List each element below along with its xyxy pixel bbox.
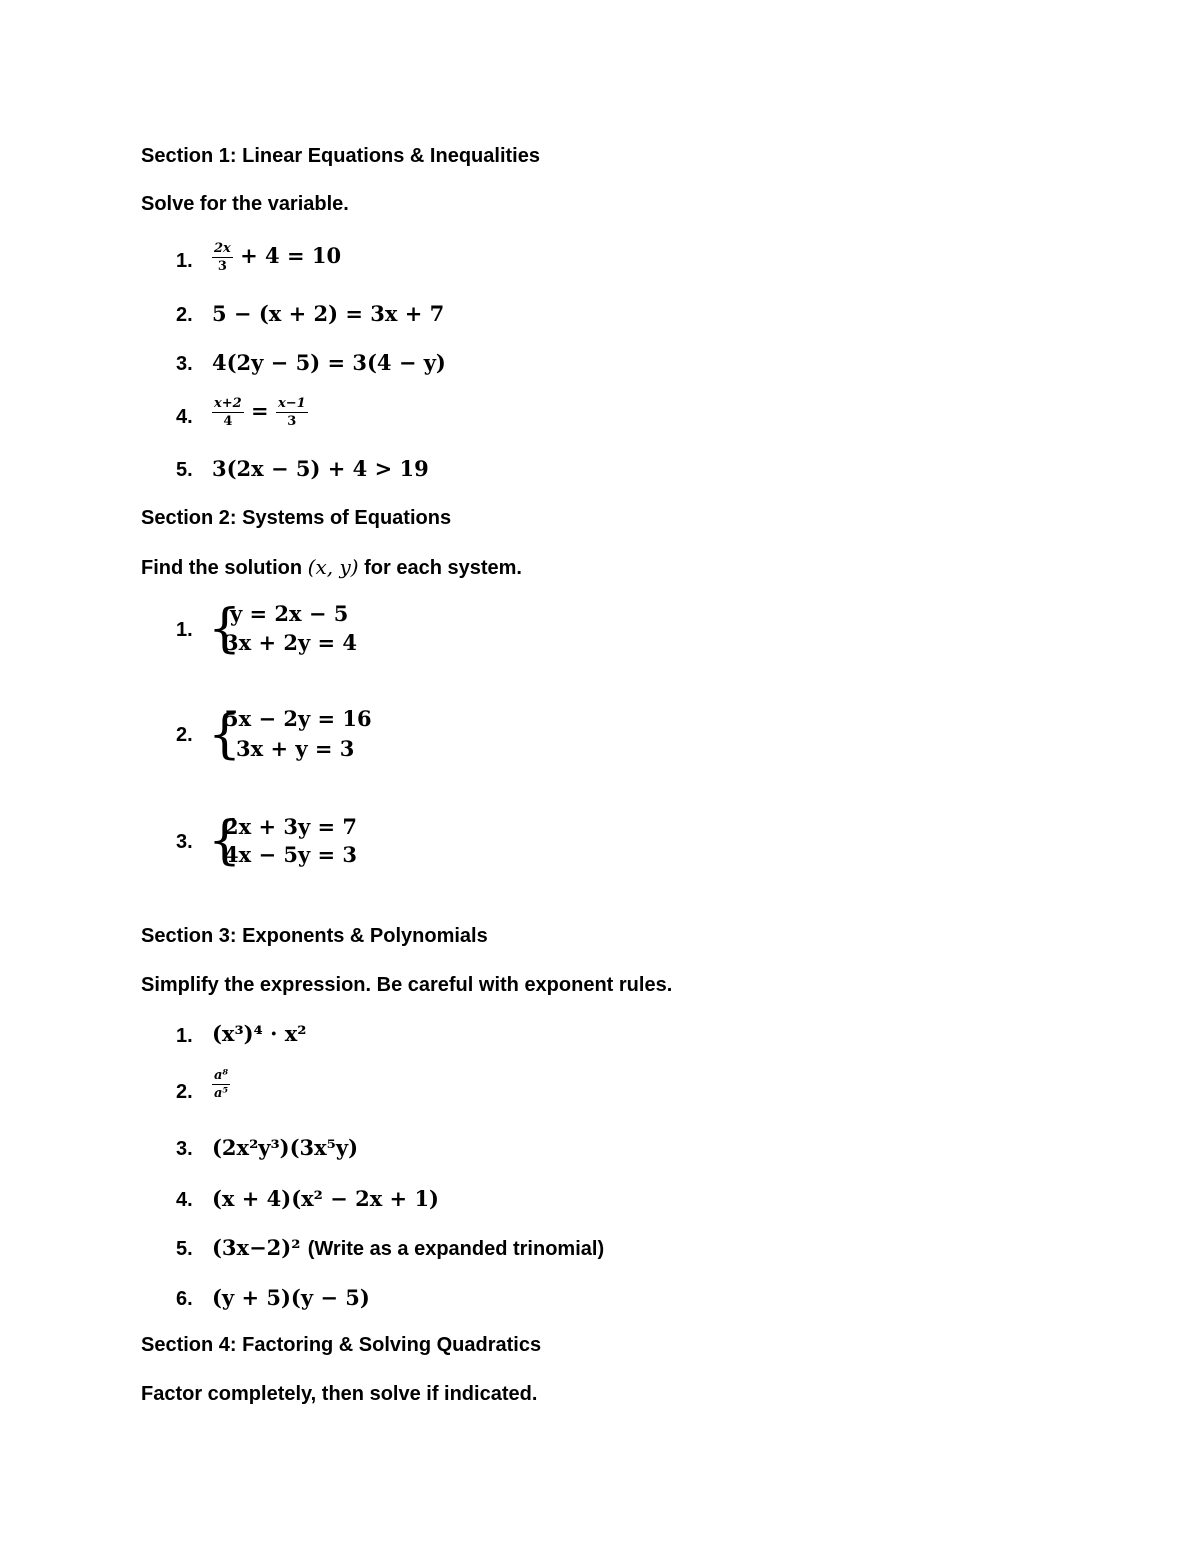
problem-number: 2.	[176, 1081, 193, 1103]
expression-3-1: (x³)⁴ · x²	[212, 1021, 307, 1046]
problem-number: 1.	[176, 619, 193, 641]
equation-1-3: 4(2y − 5) = 3(4 − y)	[212, 350, 446, 375]
system-2-eq-1: 5x − 2y = 16	[224, 706, 372, 731]
section-4-instruction: Factor completely, then solve if indicated.	[141, 1383, 538, 1405]
problem-number: 5.	[176, 1238, 193, 1260]
problem-number: 5.	[176, 459, 193, 481]
problem-number: 3.	[176, 353, 193, 375]
equation-1-5: 3(2x − 5) + 4 > 19	[212, 456, 429, 481]
section-2-heading: Section 2: Systems of Equations	[141, 507, 452, 529]
left-brace-icon: {	[208, 811, 242, 871]
left-brace-icon: {	[208, 705, 242, 765]
system-1-eq-1: y = 2x − 5	[230, 601, 349, 626]
fraction: $\frac{\text{a⁸}}{\text{a⁵}}$	[214, 1068, 229, 1101]
expression-3-5: (3x−2)² (Write as a expanded trinomial)	[212, 1235, 605, 1260]
section-3-instruction: Simplify the expression. Be careful with exponent rules.	[141, 974, 673, 996]
section-4-heading: Section 4: Factoring & Solving Quadratics	[141, 1334, 542, 1356]
expression-3-2	[212, 1068, 230, 1101]
section-1-instruction: Solve for the variable.	[141, 193, 349, 215]
fraction: $\frac{x+2}{4}$	[214, 396, 242, 429]
equation-1-1: $\frac{2x}{3}$ + 4 = 10	[214, 241, 342, 274]
equation-1-4: $\frac{x+2}{4}$ = $\frac{x-1}{3}$	[214, 396, 306, 429]
problem-number: 6.	[176, 1288, 193, 1310]
system-3-eq-1: 2x + 3y = 7	[224, 814, 357, 839]
problem-number: 1.	[176, 250, 193, 272]
problem-number: 2.	[176, 724, 193, 746]
problem-number: 3.	[176, 1138, 193, 1160]
expression-3-6: (y + 5)(y − 5)	[212, 1285, 370, 1310]
equation-1-2: 5 − (x + 2) = 3x + 7	[212, 301, 445, 326]
left-brace-icon: {	[208, 599, 242, 659]
section-2-instruction: Find the solution (x, y) for each system.	[141, 555, 522, 579]
system-2-eq-2: 3x + y = 3	[236, 736, 355, 761]
fraction: $\frac{2x}{3}$	[214, 241, 231, 274]
fraction: $\frac{x-1}{3}$	[277, 396, 306, 429]
system-3-eq-2: 4x − 5y = 3	[224, 842, 357, 867]
section-3-heading: Section 3: Exponents & Polynomials	[141, 925, 488, 947]
system-1-eq-2: 3x + 2y = 4	[224, 630, 357, 655]
problem-number: 2.	[176, 304, 193, 326]
expression-3-4: (x + 4)(x² − 2x + 1)	[212, 1186, 439, 1211]
problem-number: 4.	[176, 1189, 193, 1211]
problem-number: 4.	[176, 406, 193, 428]
section-1-heading: Section 1: Linear Equations & Inequalities	[141, 145, 540, 167]
problem-number: 3.	[176, 831, 193, 853]
expression-3-3: (2x²y³)(3x⁵y)	[212, 1135, 359, 1160]
problem-number: 1.	[176, 1025, 193, 1047]
